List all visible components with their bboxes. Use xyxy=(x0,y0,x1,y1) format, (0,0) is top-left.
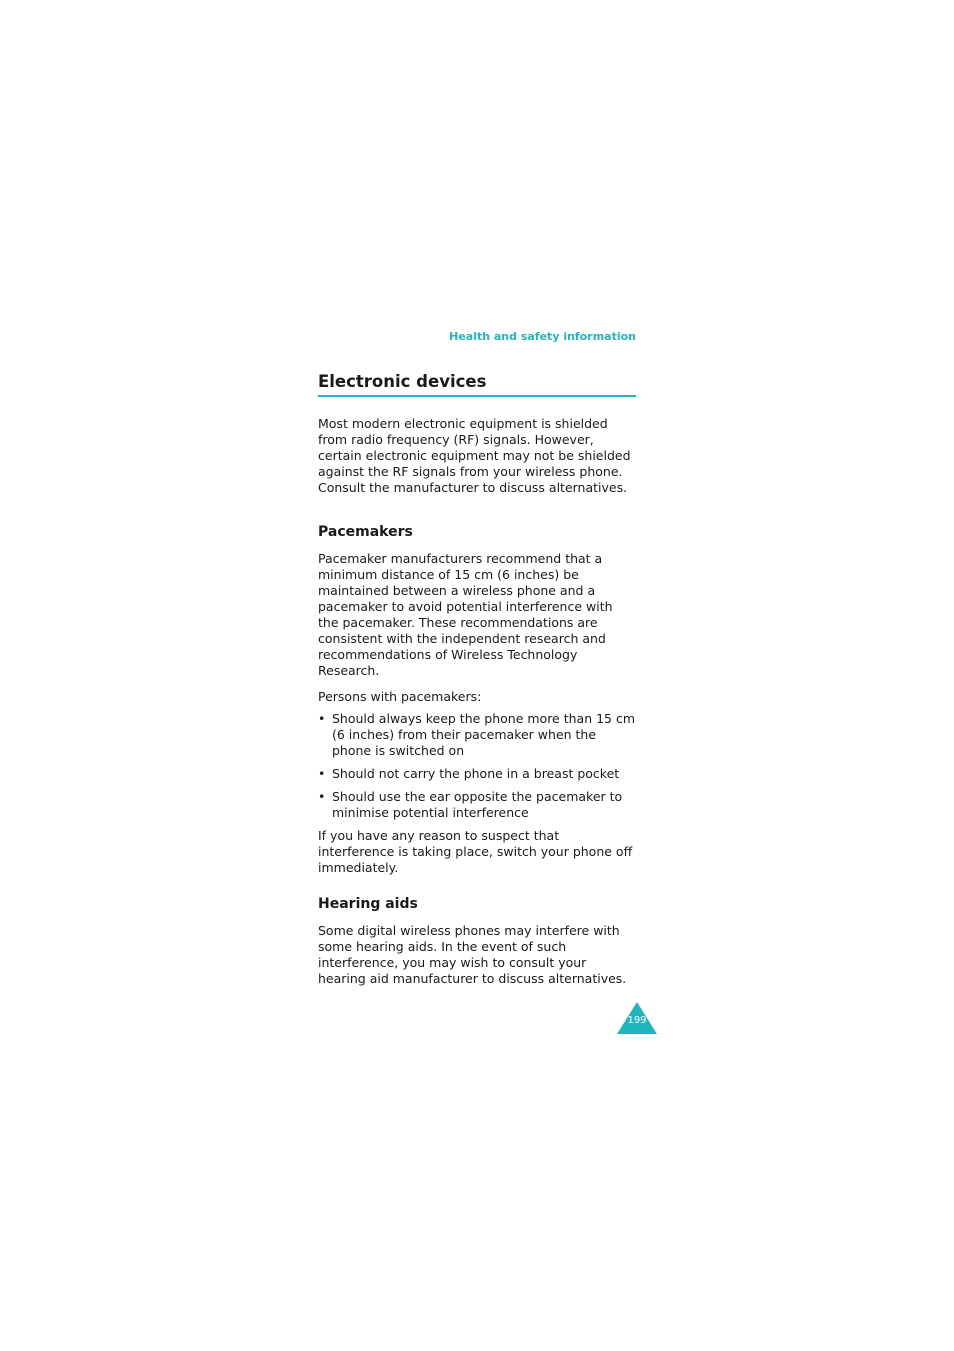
running-header: Health and safety information xyxy=(449,330,636,343)
page-number: 199 xyxy=(627,1015,647,1026)
list-item-text: Should not carry the phone in a breast pocket xyxy=(332,766,620,781)
bullet-marker: • xyxy=(318,789,326,804)
pacemaker-bullet-list xyxy=(318,711,636,821)
hearing-aids-heading: Hearing aids xyxy=(318,896,418,912)
bullet-marker: • xyxy=(318,766,326,781)
pacemakers-heading: Pacemakers xyxy=(318,524,413,540)
list-item xyxy=(318,789,636,821)
list-item xyxy=(318,766,636,782)
persons-intro: Persons with pacemakers: xyxy=(318,689,482,704)
pacemakers-paragraph: Pacemaker manufacturers recommend that a minimum distance of 15 cm (6 inches) be maintained between a wireless phone and a pacemaker to avoid potential interference with the pacemaker. These recommendations are consistent with the independent research and recommendations of Wireless Technology Research. xyxy=(318,551,613,678)
section-title: Electronic devices xyxy=(318,372,636,397)
page-number-badge xyxy=(617,1002,657,1034)
intro-paragraph: Most modern electronic equipment is shielded from radio frequency (RF) signals. However, certain electronic equipment may not be shielded against the RF signals from your wireless phone. Consult the manufacturer to discuss alternatives. xyxy=(318,416,631,495)
hearing-aids-paragraph: Some digital wireless phones may interfere with some hearing aids. In the event of such interference, you may wish to consult your hearing aid manufacturer to discuss alternatives. xyxy=(318,923,627,986)
list-item xyxy=(318,711,636,759)
bullet-marker: • xyxy=(318,711,326,726)
list-item-text: Should always keep the phone more than 15 cm (6 inches) from their pacemaker when the phone is switched on xyxy=(332,711,636,758)
list-item-text: Should use the ear opposite the pacemaker to minimise potential interference xyxy=(332,789,623,820)
page-content xyxy=(318,372,636,987)
closing-paragraph: If you have any reason to suspect that interference is taking place, switch your phone off immediately. xyxy=(318,828,633,875)
